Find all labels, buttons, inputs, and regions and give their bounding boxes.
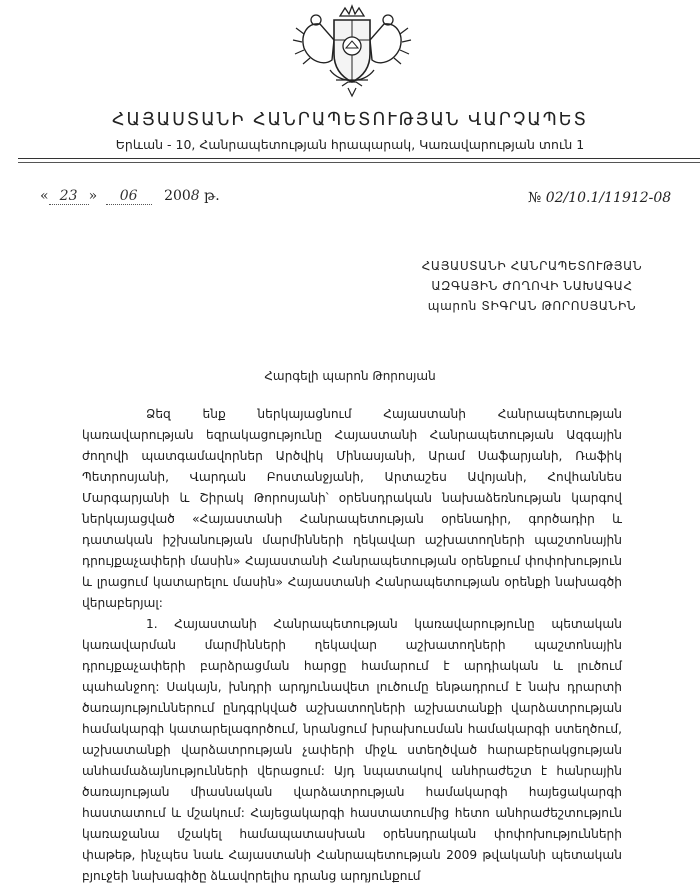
addressee-line-1: ՀԱՅԱՍՏԱՆԻ ՀԱՆՐԱՊԵՏՈՒԹՅԱՆ: [421, 259, 643, 273]
number-label: №: [528, 190, 542, 206]
prime-minister-title: ՀԱՅԱՍՏԱՆԻ ՀԱՆՐԱՊԵՏՈՒԹՅԱՆ ՎԱՐՉԱՊԵՏ: [112, 110, 588, 130]
letter-body: [82, 404, 622, 887]
date-month: 06: [106, 188, 152, 205]
addressee-block: [402, 256, 662, 316]
date-year-digit: 8: [190, 188, 200, 204]
addressee-line-3: պարոն ՏԻԳՐԱՆ ԹՈՐՈՍՅԱՆԻՆ: [427, 299, 637, 313]
header-divider-thick: [18, 158, 700, 159]
date-open-quote: «: [40, 188, 49, 204]
date-suffix: թ.: [204, 188, 220, 204]
letter-date: [40, 188, 220, 205]
salutation: Հարգելի պարոն Թորոսյան: [264, 369, 436, 383]
body-paragraph-1: Ձեզ ենք ներկայացնում Հայաստանի Հանրապետության կառավարության եզրակացությունը Հայաստանի Հանրապետության Ազգային ժողովի պատգամավորներ Արծվիկ Մինասյանի, Արամ Սաֆարյանի, Ռաֆիկ Պետրոսյանի, Վարդան Բոստանջյանի, Արտաշես Ավոյանի, Հովհաննես Մարգարյանի և Շիրակ Թորոսյանի՝ օրենսդրական նախաձեռնության կարգով ներկայացված «Հայաստանի Հանրապետության օրենադիր, գործադիր և դատական իշխանության մարմինների ղեկավար աշխատողների պաշտոնային դրույքաչափերի մասին» Հայաստանի Հանրապետության օրենքում փոփոխություն և լրացում կատարելու մասին» Հայաստանի Հանրապետության օրենքի նախագծի վերաբերյալ:: [82, 407, 622, 610]
date-close-quote: »: [88, 188, 98, 204]
registration-number: [528, 190, 671, 206]
armenian-coat-of-arms-emblem: [290, 4, 414, 100]
number-value: 02/10.1/11912-08: [545, 190, 672, 206]
date-day: 23: [49, 188, 89, 205]
office-address: Երևան - 10, Հանրապետության հրապարակ, Կառավարության տուն 1: [115, 137, 585, 152]
date-year-prefix: 200: [164, 188, 191, 204]
body-paragraph-2: 1. Հայաստանի Հանրապետության կառավարությունը պետական կառավարման մարմինների ղեկավար աշխատողների պաշտոնային դրույքաչափերի բարձրացման հարցը համարում է արդիական և լուծում պահանջող: Սակայն, խնդրի արդյունավետ լուծումը ենթադրում է նախ դրարտի ծառայություններում ընդգրկված աշխատողների աշխատանքի վարձատրության համակարգի կատարելագործում, նրանցում խրախուսման համակարգի ստեղծում, աշխատանքի վարձատրության չափերի միջև ստեղծված հարաբերակցության անհամաձայնությունների վերացում: Այդ նպատակով անհրաժեշտ է հանրային ծառայության միասնական վարձատրության համակարգի հայեցակարգի հաստատում և մշակում: Հայեցակարգի հաստատումից հետո անհրաժեշտություն կառաջանա մշակել համապատասխան օրենսդրական փոփոխությունների փաթեթ, ինչպես նաև Հայաստանի Հանրապետության 2009 թվականի պետական բյուջեի նախագիծը ձևավորելիս դրանց արդյունքում: [82, 617, 622, 883]
addressee-line-2: ԱԶԳԱՅԻՆ ԺՈՂՈՎԻ ՆԱԽԱԳԱՀ: [431, 279, 633, 293]
header-divider-thin: [18, 162, 700, 163]
